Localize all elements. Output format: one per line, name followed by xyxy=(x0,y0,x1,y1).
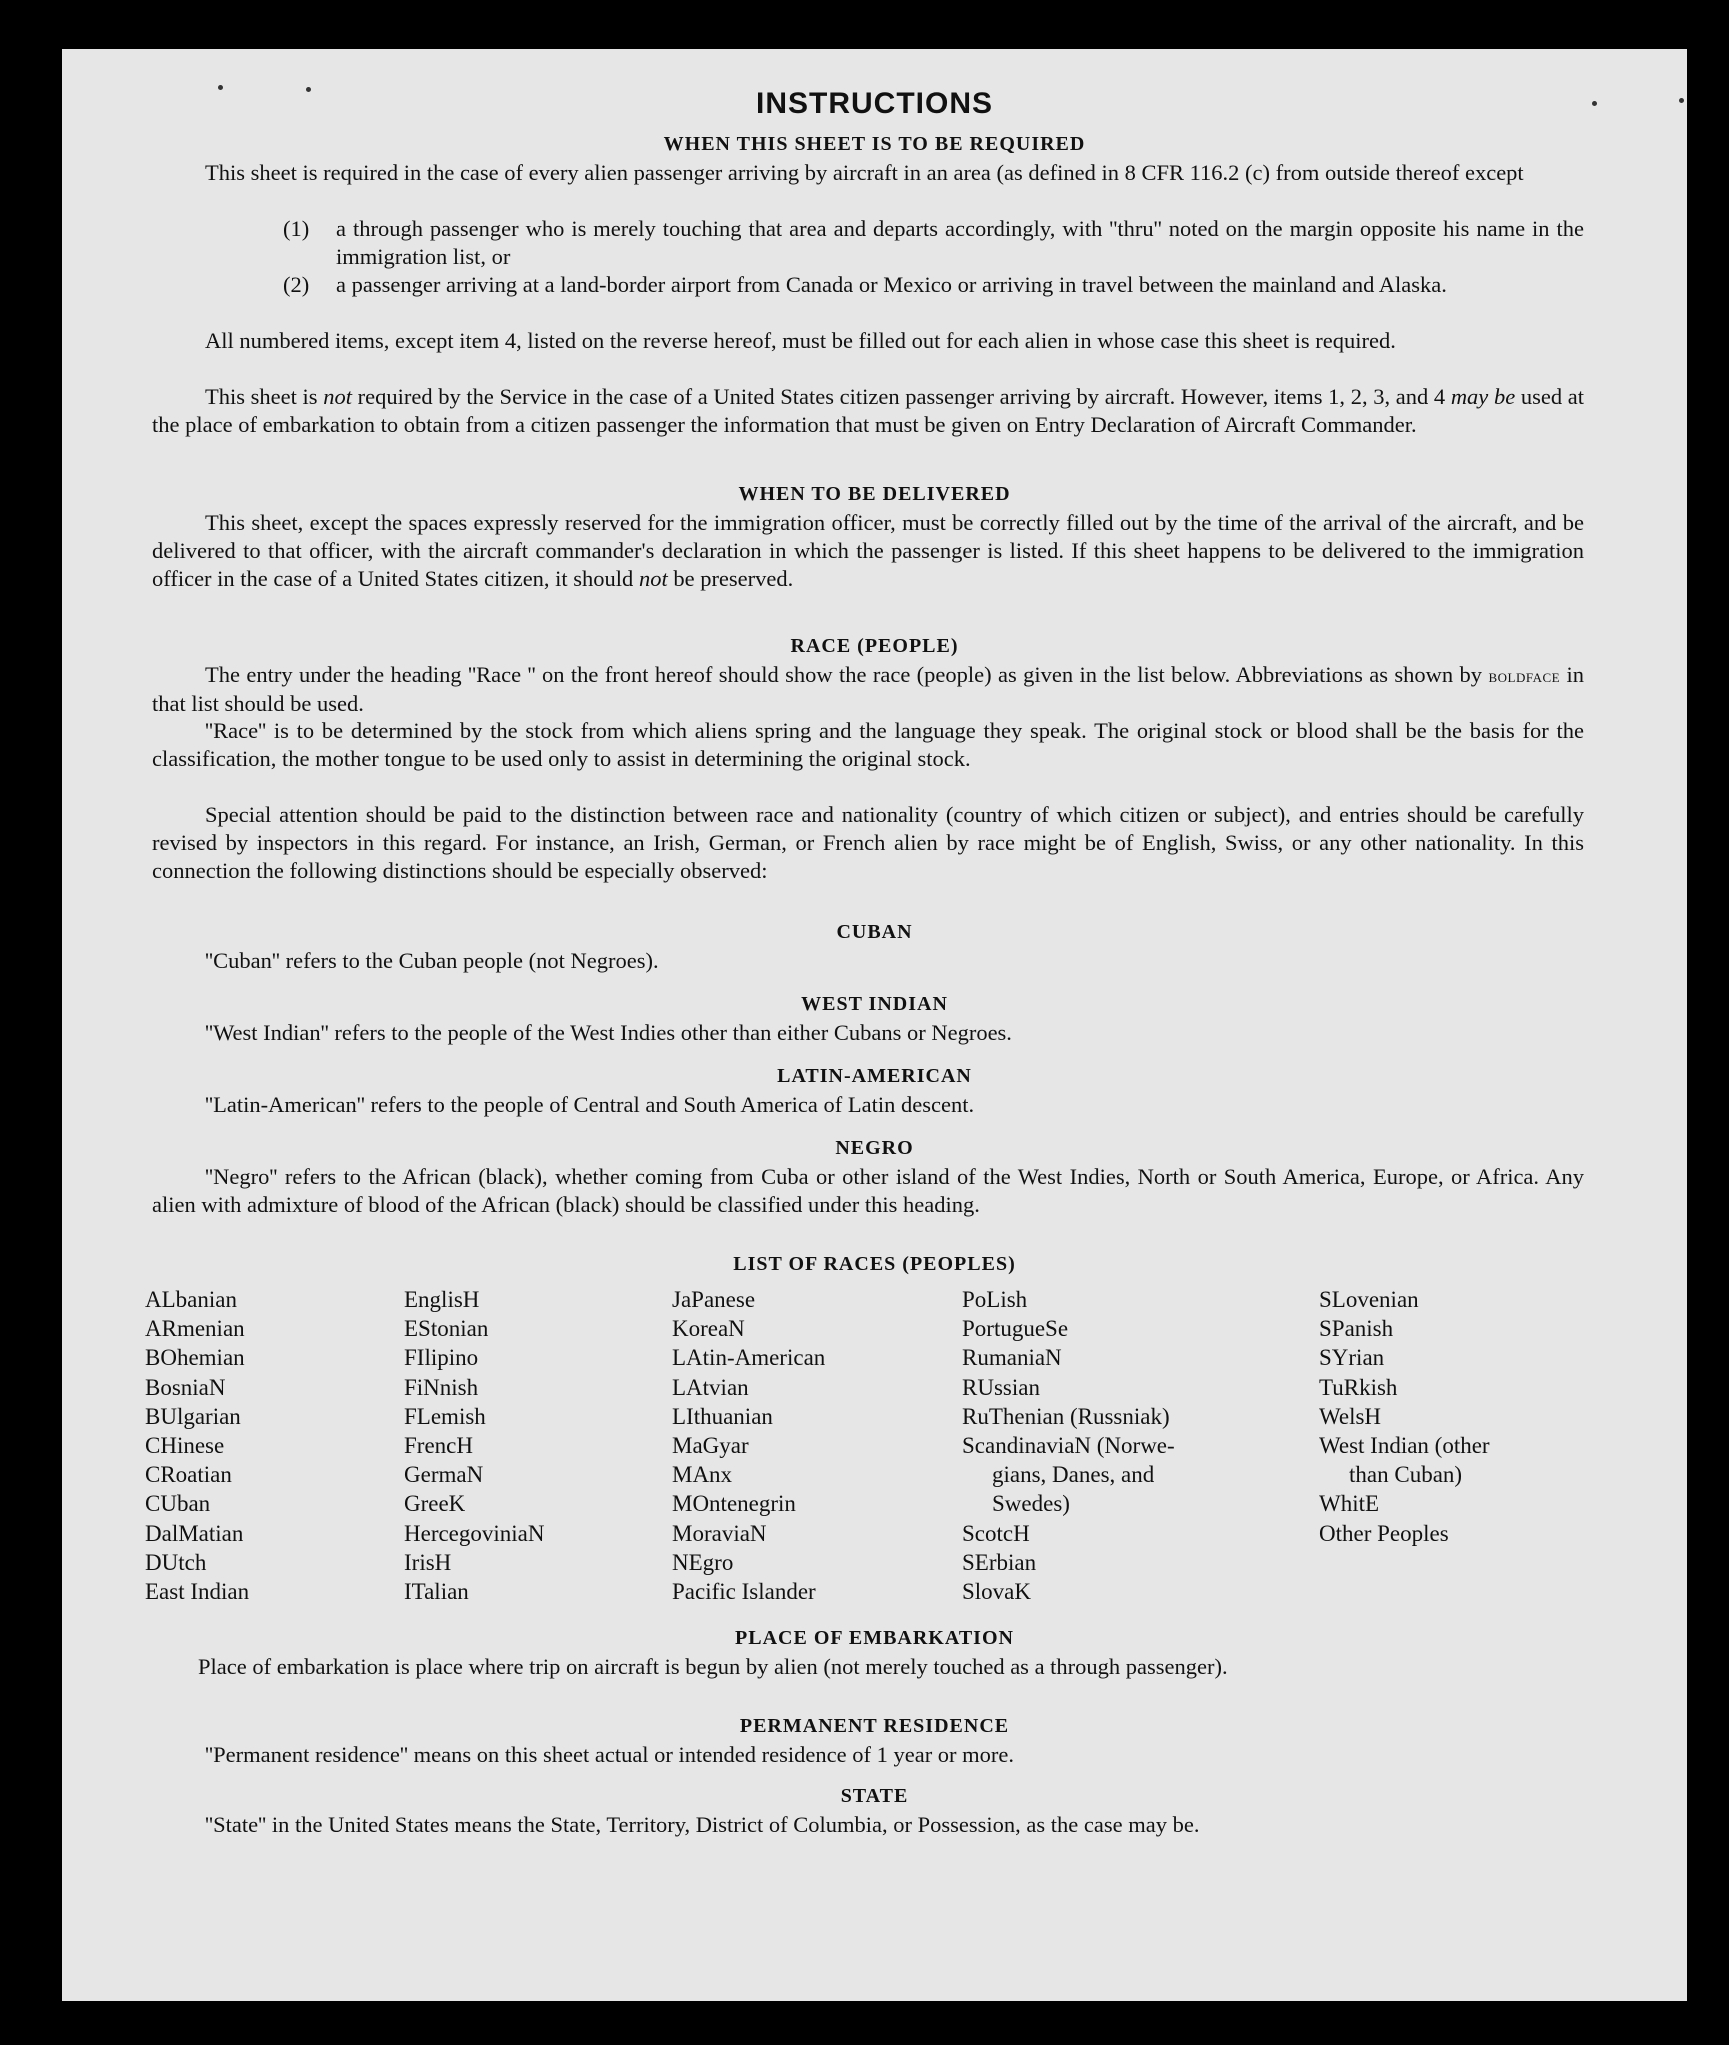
section-heading: WEST INDIAN xyxy=(801,993,948,1015)
emphasis: not xyxy=(638,566,668,591)
race-item: SPanish xyxy=(1319,1316,1394,1342)
section-heading: LIST OF RACES (PEOPLES) xyxy=(733,1253,1016,1275)
race-item: Swedes) xyxy=(992,1491,1070,1517)
section-heading: RACE (PEOPLE) xyxy=(790,635,959,657)
list-number: (2) xyxy=(283,272,310,297)
list-item: a through passenger who is merely touching that area and departs accordingly, with ''thru'' noted on the margin opposite his name in the immigration list, or xyxy=(336,216,1584,269)
race-item: BosniaN xyxy=(145,1374,226,1400)
race-item: Other Peoples xyxy=(1319,1520,1449,1546)
race-item: MAnx xyxy=(672,1462,733,1488)
text-run: in that list should be used. xyxy=(152,662,1584,716)
text-run: used at the place of embarkation to obtain from a citizen passenger the information that must be given on Entry Declaration of Aircraft Commander. xyxy=(152,384,1584,437)
list-item: a passenger arriving at a land-border airport from Canada or Mexico or arriving in travel between the mainland and Alaska. xyxy=(336,272,1447,297)
race-item: CUban xyxy=(145,1491,211,1517)
race-item: BOhemian xyxy=(145,1345,245,1371)
paragraph: Place of embarkation is place where trip on aircraft is begun by alien (not merely touched as a through passenger). xyxy=(198,1654,1228,1679)
race-item: SlovaK xyxy=(962,1579,1031,1605)
section-heading: CUBAN xyxy=(836,921,913,943)
emphasis: may be xyxy=(1450,384,1516,409)
paragraph: ''Permanent residence'' means on this sheet actual or intended residence of 1 year or more. xyxy=(205,1742,1015,1767)
race-item: GreeK xyxy=(404,1491,466,1517)
race-item: CHinese xyxy=(145,1433,225,1459)
race-item: RuThenian (Russniak) xyxy=(962,1403,1170,1429)
race-item: IrisH xyxy=(404,1549,452,1575)
boldface-term: boldface xyxy=(1488,666,1561,686)
race-item: ARmenian xyxy=(145,1316,245,1342)
page-title: INSTRUCTIONS xyxy=(756,87,993,120)
section-heading: PLACE OF EMBARKATION xyxy=(735,1627,1014,1649)
paragraph: Special attention should be paid to the distinction between race and nationality (country of which citizen or subject), and entries should be carefully revised by inspectors in this regard. For instance, an Irish, German, or French alien by race might be of English, Swiss, or any other nationality. In this connection the following distinctions should be especially observed: xyxy=(152,802,1584,883)
race-item: EnglisH xyxy=(404,1287,480,1312)
race-item: MoraviaN xyxy=(672,1520,767,1546)
paragraph: ''Latin-American'' refers to the people of Central and South America of Latin descent. xyxy=(205,1092,975,1117)
instruction-sheet xyxy=(62,49,1687,2001)
race-item: DUtch xyxy=(145,1549,207,1575)
text-run: The entry under the heading ''Race '' on the front hereof should show the race (people) as given in the list below. Abbreviations as shown by xyxy=(205,662,1489,687)
race-item: ITalian xyxy=(404,1579,469,1605)
paragraph: This sheet is required in the case of every alien passenger arriving by aircraft in an area (as defined in 8 CFR 116.2 (c) from outside thereof except xyxy=(205,160,1524,185)
race-item: LIthuanian xyxy=(672,1403,773,1429)
race-item: SLovenian xyxy=(1319,1287,1419,1312)
race-item: JaPanese xyxy=(672,1287,756,1312)
paragraph xyxy=(152,509,1584,593)
race-item: PortugueSe xyxy=(962,1316,1069,1342)
races-column-4 xyxy=(962,1285,1175,1606)
paragraph xyxy=(152,383,1584,439)
race-item: SYrian xyxy=(1319,1345,1385,1371)
section-heading: WHEN THIS SHEET IS TO BE REQUIRED xyxy=(663,133,1086,155)
section-heading: STATE xyxy=(840,1785,909,1807)
race-item: WelsH xyxy=(1319,1403,1382,1429)
race-item: LAtin-American xyxy=(672,1345,826,1371)
races-column-5 xyxy=(1319,1285,1490,1548)
paragraph xyxy=(152,661,1584,718)
paragraph: ''Negro'' refers to the African (black), whether coming from Cuba or other island of the West Indies, North or South America, Europe, or Africa. Any alien with admixture of blood of the African (black) should be classified under this heading. xyxy=(152,1164,1584,1217)
races-column-3 xyxy=(672,1285,825,1606)
race-item: HercegoviniaN xyxy=(404,1520,545,1546)
race-item: gians, Danes, and xyxy=(992,1462,1155,1488)
race-item: FrencH xyxy=(404,1433,473,1459)
section-heading: LATIN-AMERICAN xyxy=(777,1065,972,1087)
section-heading: NEGRO xyxy=(835,1137,914,1159)
race-item: EStonian xyxy=(404,1316,489,1342)
section-heading: WHEN TO BE DELIVERED xyxy=(738,483,1011,505)
race-item: ScotcH xyxy=(962,1520,1030,1546)
race-item: Pacific Islander xyxy=(672,1579,816,1605)
race-item: West Indian (other xyxy=(1319,1433,1490,1459)
race-item: RumaniaN xyxy=(962,1345,1062,1371)
race-item: SErbian xyxy=(962,1549,1037,1575)
races-column-1 xyxy=(145,1285,249,1606)
race-item: MaGyar xyxy=(672,1433,749,1459)
race-item: KoreaN xyxy=(672,1316,745,1342)
race-item: LAtvian xyxy=(672,1374,749,1400)
race-item: ALbanian xyxy=(145,1287,237,1312)
paragraph: ''State'' in the United States means the State, Territory, District of Columbia, or Possession, as the case may be. xyxy=(205,1812,1200,1837)
race-item: BUlgarian xyxy=(145,1403,241,1429)
race-item: NEgro xyxy=(672,1549,734,1575)
text-run: be preserved. xyxy=(667,566,794,591)
text-run: This sheet, except the spaces expressly reserved for the immigration officer, must be correctly filled out by the time of the arrival of the aircraft, and be delivered to that officer, with the aircraft commander's declaration in which the passenger is listed. If this sheet happens to be delivered to the immigration officer in the case of a United States citizen, it should xyxy=(152,510,1584,591)
race-item: GermaN xyxy=(404,1462,484,1488)
race-item: FIlipino xyxy=(404,1345,479,1371)
section-heading: PERMANENT RESIDENCE xyxy=(739,1715,1010,1737)
race-item: than Cuban) xyxy=(1349,1462,1463,1488)
paragraph: All numbered items, except item 4, listed on the reverse hereof, must be filled out for each alien in whose case this sheet is required. xyxy=(205,328,1396,353)
paragraph: ''Cuban'' refers to the Cuban people (not Negroes). xyxy=(205,948,659,973)
emphasis: not xyxy=(323,384,352,409)
race-item: CRoatian xyxy=(145,1462,232,1488)
race-item: MOntenegrin xyxy=(672,1491,796,1517)
race-item: TuRkish xyxy=(1319,1374,1398,1400)
text-run: required by the Service in the case of a United States citizen passenger arriving by aircraft. However, items 1, 2, 3, and 4 xyxy=(351,384,1451,409)
list-number: (1) xyxy=(283,216,310,241)
race-item: East Indian xyxy=(145,1579,250,1605)
paragraph: ''West Indian'' refers to the people of the West Indies other than either Cubans or Negroes. xyxy=(205,1020,1012,1045)
races-column-2 xyxy=(404,1285,545,1606)
race-item: FLemish xyxy=(404,1403,486,1429)
race-item: DalMatian xyxy=(145,1520,244,1546)
paragraph: ''Race'' is to be determined by the stock from which aliens spring and the language they speak. The original stock or blood shall be the basis for the classification, the mother tongue to be used only to assist in determining the original stock. xyxy=(152,718,1584,771)
race-item: WhitE xyxy=(1319,1491,1380,1517)
race-item: FiNnish xyxy=(404,1374,479,1400)
race-item: RUssian xyxy=(962,1374,1040,1400)
race-item: ScandinaviaN (Norwe- xyxy=(962,1433,1175,1459)
race-item: PoLish xyxy=(962,1287,1028,1312)
text-run: This sheet is xyxy=(205,384,324,409)
